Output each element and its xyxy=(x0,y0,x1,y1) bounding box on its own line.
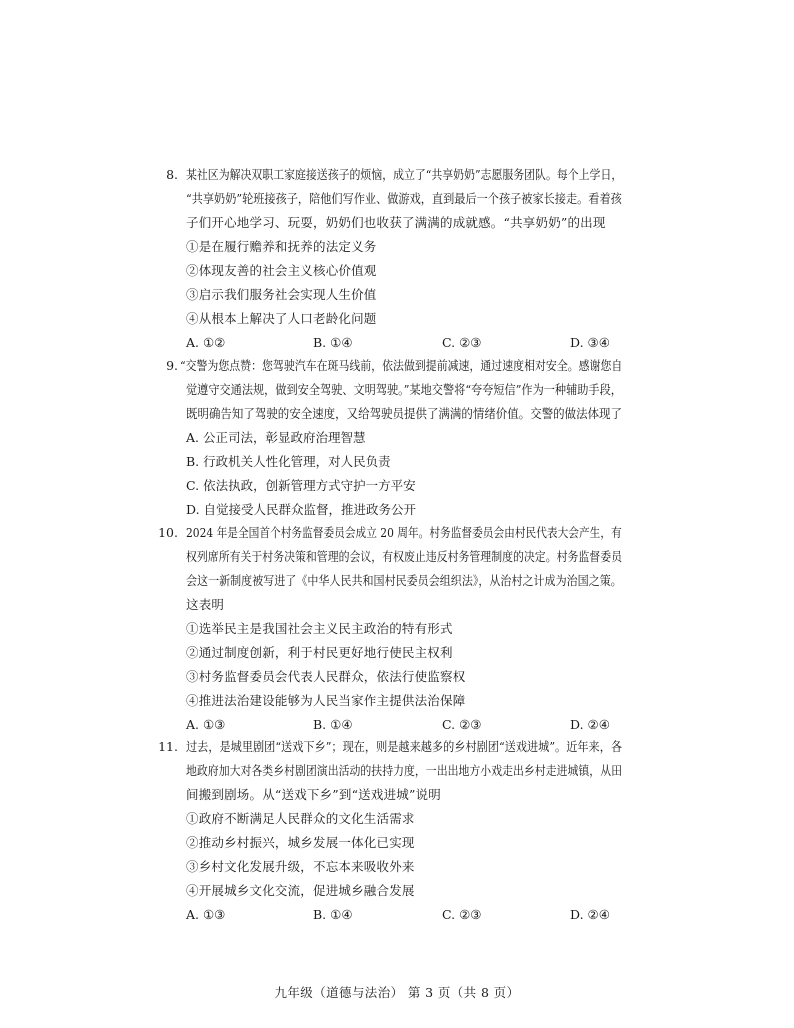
question-stem-line: 过去，是城里剧团“送戏下乡”；现在，则是越来越多的乡村剧团“送戏进城”。近年来，各 xyxy=(186,739,623,754)
option-c: C. ②③ xyxy=(442,907,482,922)
option-d: D. ②④ xyxy=(570,717,610,732)
question-stem-line: 权列席所有关于村务决策和管理的会议，有权废止违反村务管理制度的决定。村务监督委员 xyxy=(186,549,623,564)
option-c: C. ②③ xyxy=(442,335,482,350)
question-number: 11. xyxy=(158,739,178,754)
option-c: C. ②③ xyxy=(442,717,482,732)
statement: ①选举民主是我国社会主义民主政治的特有形式 xyxy=(186,621,453,636)
question-stem-line: 会这一新制度被写进了《中华人民共和国村民委员会组织法》，从治村之计成为治国之策。 xyxy=(186,573,622,588)
statement: ①政府不断满足人民群众的文化生活需求 xyxy=(186,811,415,826)
option-b: B. ①④ xyxy=(313,907,353,922)
option-b: B. 行政机关人性化管理，对人民负责 xyxy=(186,454,391,469)
question-number: 10. xyxy=(158,525,178,540)
option-d: D. 自觉接受人民群众监督，推进政务公开 xyxy=(186,502,417,517)
question-stem-line: “共享奶奶”轮班接孩子，陪他们写作业、做游戏，直到最后一个孩子被家长接走。看着孩 xyxy=(186,191,622,206)
option-d: D. ③④ xyxy=(570,335,610,350)
question-number: 8. xyxy=(166,167,178,182)
statement: ③乡村文化发展升级，不忘本来吸收外来 xyxy=(186,859,415,874)
option-a: A. ①③ xyxy=(186,717,226,732)
statement: ②通过制度创新，利于村民更好地行使民主权利 xyxy=(186,645,453,660)
option-a: A. ①② xyxy=(186,335,226,350)
question-stem-line: 2024 年是全国首个村务监督委员会成立 20 周年。村务监督委员会由村民代表大会产生，有 xyxy=(186,525,622,540)
question-stem-line: 间搬到剧场。从“送戏下乡”到“送戏进城”说明 xyxy=(186,787,441,802)
statement: ④开展城乡文化交流，促进城乡融合发展 xyxy=(186,883,415,898)
statement: ②体现友善的社会主义核心价值观 xyxy=(186,263,377,278)
option-d: D. ②④ xyxy=(570,907,610,922)
statement: ①是在履行赡养和抚养的法定义务 xyxy=(186,239,377,254)
option-b: B. ①④ xyxy=(313,717,353,732)
question-stem-line: 这表明 xyxy=(186,597,225,612)
question-stem-line: 既明确告知了驾驶的安全速度，又给驾驶员提供了满满的情绪价值。交警的做法体现了 xyxy=(186,406,623,421)
question-number: 9. xyxy=(166,358,178,373)
question-stem-line: 子们开心地学习、玩耍，奶奶们也收获了满满的成就感。“共享奶奶”的出现 xyxy=(186,215,606,230)
option-c: C. 依法执政，创新管理方式守护一方平安 xyxy=(186,478,416,493)
option-a: A. 公正司法，彰显政府治理智慧 xyxy=(186,430,366,445)
option-b: B. ①④ xyxy=(313,335,353,350)
question-stem-line: 地政府加大对各类乡村剧团演出活动的扶持力度，一出出地方小戏走出乡村走进城镇，从田 xyxy=(186,763,623,778)
statement: ②推动乡村振兴，城乡发展一体化已实现 xyxy=(186,835,415,850)
option-a: A. ①③ xyxy=(186,907,226,922)
question-stem-line: 觉遵守交通法规，做到安全驾驶、文明驾驶。”某地交警将“夸夸短信”作为一种辅助手段， xyxy=(186,382,622,397)
question-stem-line: 某社区为解决双职工家庭接送孩子的烦恼，成立了“共享奶奶”志愿服务团队。每个上学日， xyxy=(186,167,623,182)
statement: ③村务监督委员会代表人民群众，依法行使监察权 xyxy=(186,669,466,684)
statement: ④从根本上解决了人口老龄化问题 xyxy=(186,311,377,326)
question-stem-line: “交警为您点赞：您驾驶汽车在斑马线前，依法做到提前减速，通过速度相对安全。感谢您自 xyxy=(180,358,623,373)
statement: ④推进法治建设能够为人民当家作主提供法治保障 xyxy=(186,693,466,708)
statement: ③启示我们服务社会实现人生价值 xyxy=(186,287,377,302)
page-footer: 九年级（道德与法治） 第 3 页（共 8 页） xyxy=(274,985,520,1000)
